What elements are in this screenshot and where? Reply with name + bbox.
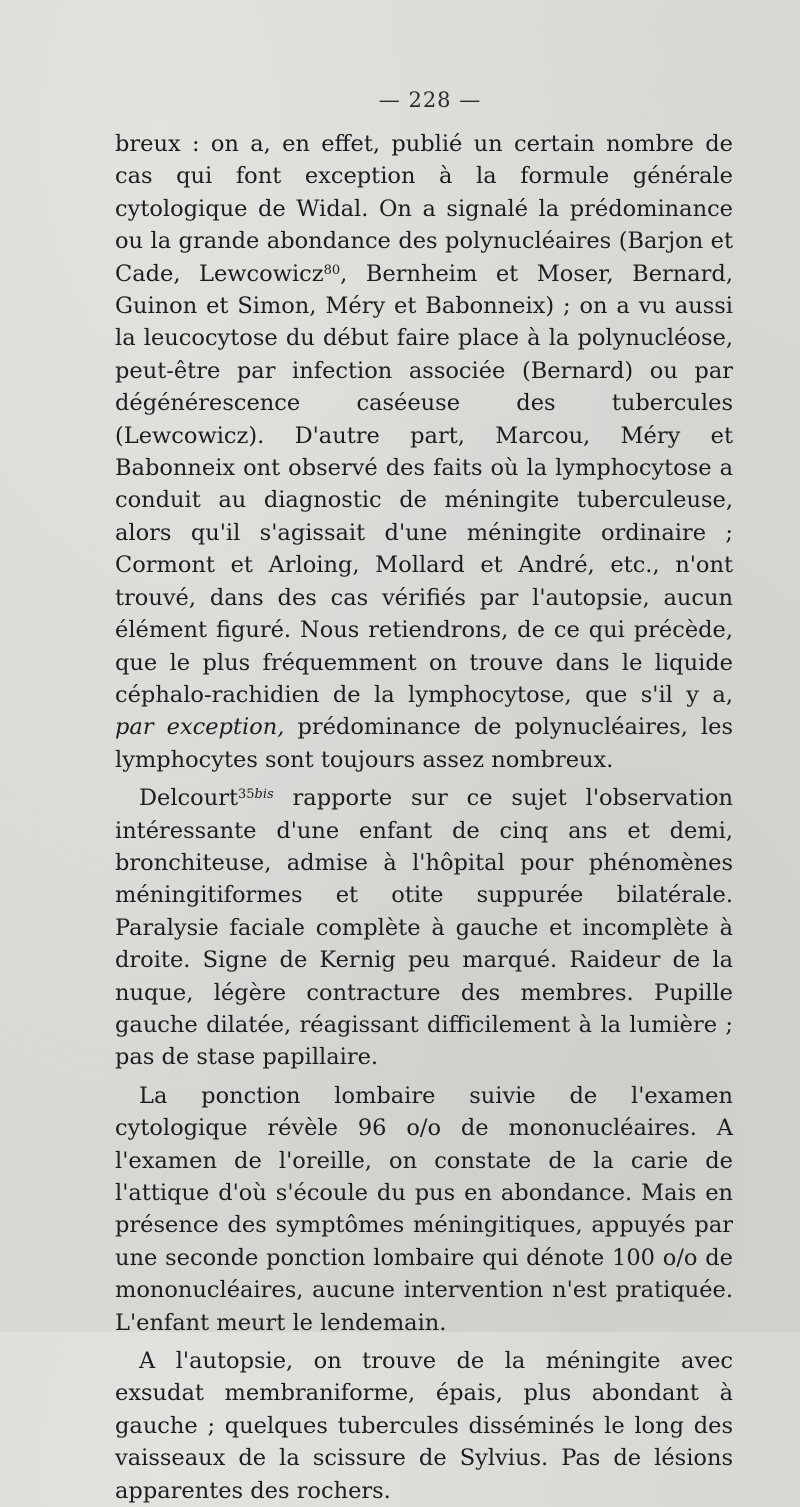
reference-bis: bis (254, 787, 274, 803)
paragraph-text: breux : on a, en effet, publié un certain nombre de cas qui font exception à la formule générale cytologique de Widal. On a signalé la prédominance ou la grande abondance des polynucléaires (Barjon et Cade, Lewcowicz (115, 131, 733, 287)
paragraph-text: prédominance de polynucléaires, les lymphocytes sont toujours assez nombreux. (115, 714, 733, 773)
paragraph-continuation (115, 128, 733, 776)
paragraph-text: rapporte sur ce sujet l'observation intéressante d'une enfant de cinq ans et demi, bronchiteuse, admise à l'hôpital pour phénomènes méningitiformes et otite suppurée bilatérale. Paralysie faciale complète à gauche et incomplète à droite. Signe de Kernig peu marqué. Raideur de la nuque, légère contracture des membres. Pupille gauche dilatée, réagissant difficilement à la lumière ; pas de stase papillaire. (115, 785, 733, 1071)
paragraph-autopsie (115, 1345, 733, 1507)
paragraph-delcourt (115, 782, 733, 1074)
reference-number: 80 (323, 262, 341, 278)
paragraph-text: A l'autopsie, on trouve de la méningite avec exsudat membraniforme, épais, plus abondant à gauche ; quelques tubercules disséminés le long des vaisseaux de la scissure de Sylvius. Pas de lésions apparentes des rochers. (115, 1348, 733, 1504)
paragraph-text: , Bernheim et Moser, Bernard, Guinon et Simon, Méry et Babonneix) ; on a vu aussi la leucocytose du début faire place à la polynucléose, peut-être par infection associée (Bernard) ou par dégénérescence caséeuse des tubercules (Lewcowicz). D'autre part, Marcou, Méry et Babonneix ont observé des faits où la lymphocytose a conduit au diagnostic de méningite tuberculeuse, alors qu'il s'agissait d'une méningite ordinaire ; Cormont et Arloing, Mollard et André, etc., n'ont trouvé, dans des cas vérifiés par l'autopsie, aucun élément figuré. Nous retiendrons, de ce qui précède, que le plus fréquemment on trouve dans le liquide céphalo-rachidien de la lymphocytose, que s'il y a, (115, 260, 733, 708)
paragraph-ponction (115, 1080, 733, 1339)
paragraph-text: La ponction lombaire suivie de l'examen cytologique révèle 96 o/o de mononucléaires. A l'examen de l'oreille, on constate de la carie de l'attique d'où s'écoule du pus en abondance. Mais en présence des symptômes méningitiques, appuyés par une seconde ponction lombaire qui dénote 100 o/o de mononucléaires, aucune intervention n'est pratiquée. L'enfant meurt le lendemain. (115, 1082, 733, 1336)
italic-phrase: par exception, (115, 714, 285, 741)
author-name: Delcourt (139, 785, 238, 812)
reference-number: 35 (238, 787, 255, 803)
body-text (115, 128, 733, 1507)
page-number: — 228 — (378, 88, 482, 112)
